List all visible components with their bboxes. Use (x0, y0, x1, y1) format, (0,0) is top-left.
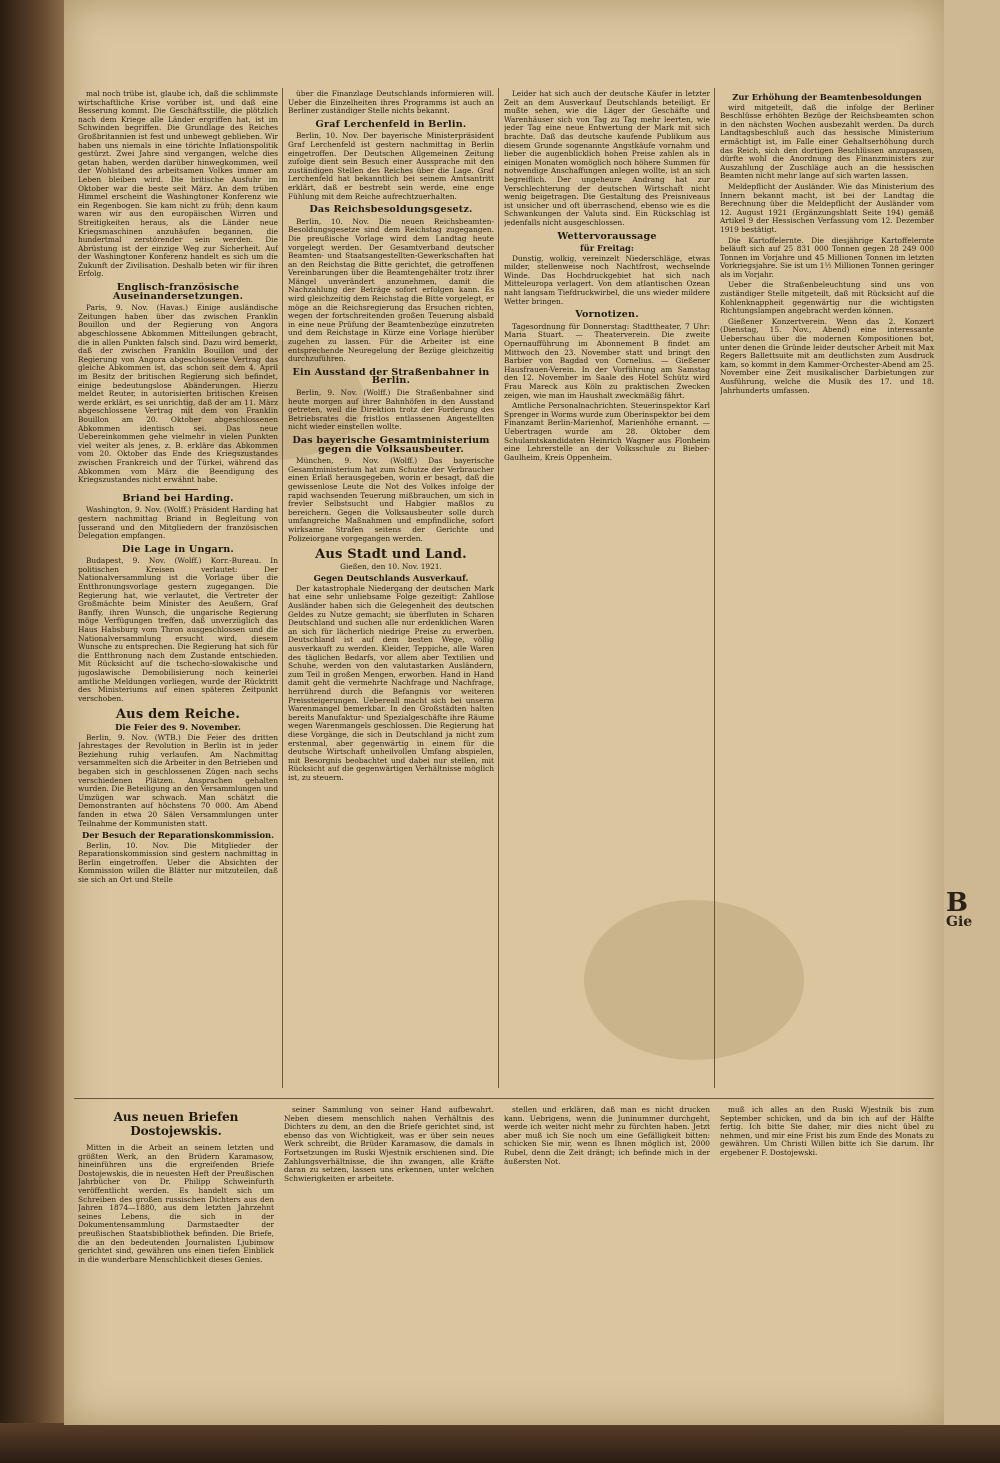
column-3 (504, 90, 710, 1090)
feuilleton-column-3 (504, 1106, 710, 1406)
headline: Wettervoraussage (557, 230, 657, 242)
article-text: Budapest, 9. Nov. (Wolff.) Korr.-Bureau. In politischen Kreisen verlautet: Der Nationalversammlung ist die Vorlage über die Entthronungsvorlage gestern zugegangen. Die Regierung hat, wie verlautet, die Vertreter der Großmächte beim Minister des Aeußern, Graf Banffy, ihren Wunsch, die ungarische Regierung möge Verfügungen treffen, daß unverzüglich das Haus Habsburg vom Thron ausgeschlossen und die Nationalversammlung ersucht wird, diesem Wunsche zu entsprechen. Die Regierung hat sich für die Entthronung nach dem Zustande entschieden. Mit Rücksicht auf die tschecho-slowakische und jugoslawische Demobilisierung noch keinerlei amtliche Meldungen vorliegen, wurde der Rücktritt des Ministeriums auf einen späteren Zeitpunkt verschoben. (78, 556, 278, 703)
feuilleton-column-4 (720, 1106, 934, 1406)
headline: Das Reichsbesoldungsgesetz. (309, 204, 473, 216)
feuilleton-title: Aus neuen Briefen Dostojewskis. (113, 1110, 239, 1138)
article-text: München, 9. Nov. (Wolff.) Das bayerische Gesamtministerium hat zum Schutze der Verbraucher einen Erlaß herausgegeben, worin er besagt, daß die gewissenlose Leute die Not des Volkes infolge der rapid wachsenden Teuerung mißbrauchen, um sich in frevler Selbstsucht und Habgier maßlos zu bereichern. Gegen die Volksausbeuter solle durch umfangreiche Maßnahmen und empfindliche, sofort wirksame Strafen seitens der Gerichte und Polizeiorgane vorgegangen werden. (288, 456, 494, 543)
article-text: Amtliche Personalnachrichten. Steuerinspektor Karl Sprenger in Worms wurde zum Oberinspektor bei dem Finanzamt Berlin-Marienhof, Marienhöhe ernannt. — Uebertragen wurde am 28. Oktober dem Schulamtskandidaten Heinrich Wagner aus Flonheim eine Lehrerstelle an der Volksschule zu Bieber-Gaulheim, Kreis Oppenheim. (504, 401, 710, 462)
newspaper-page (64, 0, 944, 1425)
section-headline: Aus Stadt und Land. (315, 547, 467, 563)
article-text: über die Finanzlage Deutschlands informieren will. Ueber die Einzelheiten ihres Programms ist auch an Berliner zuständiger Stelle nichts bekannt. (288, 90, 494, 116)
article-text: Berlin, 9. Nov. (Wolff.) Die Straßenbahner sind heute morgen auf ihrer Bahnhöfen in den Ausstand getreten, weil die Direktion trotz der Forderung des Betriebsrates die fristlos entlassenen Angestellten nicht wieder einstellen wollte. (288, 388, 494, 432)
column-1 (78, 90, 278, 1090)
article-text: wird mitgeteilt, daß die infolge der Berliner Beschlüsse erhöhten Bezüge der Reichsbeamten schon in den nächsten Wochen ausbezahlt werden. Da durch Landtagsbeschluß auch das hessische Ministerium ermächtigt ist, im Falle einer Gehaltserhöhung durch das Reich, sich den dortigen Beschlüssen anzupassen, dürfte wohl die Anordnung des Finanzministers zur Auszahlung der Zuschläge auch an die hessischen Beamten nicht mehr lange auf sich warten lassen. (720, 102, 934, 181)
subheadline: Der Besuch der Reparationskommission. (81, 830, 275, 841)
article-text: Leider hat sich auch der deutsche Käufer in letzter Zeit an dem Ausverkauf Deutschlands beteiligt. Er mußte sehen, wie die Läger der Geschäfte und Warenhäuser sich von Tag zu Tag mehr leerten, wie jeder Tag eine neue Entwertung der Mark mit sich brachte. Daß das deutsche kaufende Publikum aus diesem Grunde sogenannte Angstkäufe vornahm und lieber die augenblicklich hohen Preise zahlen als in einigen Monaten womöglich noch höhere Summen für notwendige Anschaffungen anlegen wollte, ist an sich begreiflich. Der ungeheure Andrang hat zur Verschlechterung der deutschen Wirtschaft nicht wenig beigetragen. Die Gestaltung des Preisniveaus ist unsicher und oft überraschend, ebenso wie es die Schwankungen der Valuta sind. Ein Rückschlag ist jedenfalls nicht ausgeschlossen. (504, 90, 710, 227)
column-rule (282, 88, 283, 1088)
subheadline: Zur Erhöhung der Beamtenbesoldungen (732, 92, 922, 102)
feuilleton-column-2 (284, 1106, 494, 1406)
headline: Die Lage in Ungarn. (122, 543, 234, 555)
subheadline: Die Feier des 9. November. (115, 721, 241, 732)
column-rule (498, 88, 499, 1088)
article-text: stellen und erklären, daß man es nicht drucken kann. Uebrigens, wenn die Juninummer durchgeht, werde ich weiter nicht mehr zu fürchten haben. Jetzt aber muß ich Sie noch um eine Gefälligkeit bitten: schicken Sie mir, wenn es Ihnen möglich ist, 2000 Rubel, denn die Zeit drängt; ich befinde mich in der äußersten Not. (504, 1106, 710, 1166)
article-text: Berlin, 10. Nov. Die Mitglieder der Reparationskommission sind gestern nachmittag in Berlin eingetroffen. Ueber die Absichten der Kommission willen die Blätter nur mitzuteilen, daß sie sich an Ort und Stelle (78, 840, 278, 885)
article-text: Die Kartoffelernte. Die diesjährige Kartoffelernte beläuft sich auf 25 831 000 Tonnen gegen 28 249 000 Tonnen im Vorjahre und 45 Millionen Tonnen im letzten Vorkriegsjahre. Sie ist um 1½ Millionen Tonnen geringer als im Vorjahr. (720, 235, 934, 279)
adjacent-page-letter: B (946, 888, 968, 918)
article-text: muß ich alles an den Ruski Wjestnik bis zum September schicken, und da bin ich auf der Hälfte fertig. Ich bitte Sie daher, mir dies nicht übel zu nehmen, und mir eine Frist bis zum Ende des Monats zu gewähren. Um Christi Willen bitte ich Sie darum. Ihr ergebener F. Dostojewski. (720, 1106, 934, 1157)
headline: Englisch-französische Auseinandersetzungen. (112, 282, 244, 302)
section-rule (74, 1098, 934, 1099)
dateline: Gießen, den 10. Nov. 1921. (340, 561, 442, 571)
article-text: Dunstig, wolkig, vereinzelt Niederschläge, etwas milder, stellenweise noch Nachtfrost, wechselnde Winde. Das Hochdruckgebiet hat sich nach Mitteleuropa verlagert. Von dem atlantischen Ozean naht langsam Tiefdruckwirbel, die uns wieder mildere Wetter bringen. (504, 253, 710, 306)
article-text: Gießener Konzertverein. Wenn das 2. Konzert (Dienstag, 15. Nov., Abend) eine interessante Ueberschau über die modernen Kompositionen bot, unter denen die Gründe leider deutscher Arbeit mit Max Regers Ballettsuite mit am deutlichsten zum Ausdruck kam, so kommt in dem Kammer-Orchester-Abend am 25. November eine Zeit musikalischer Darbietungen zur Ausführung, welche die Musik des 17. und 18. Jahrhunderts umfassen. (720, 316, 934, 395)
subheadline: Gegen Deutschlands Ausverkauf. (313, 573, 469, 584)
article-text: seiner Sammlung von seiner Hand aufbewahrt. Neben diesem menschlich nahen Verhältnis des Dichters zu dem, an den die Briefe gerichtet sind, ist ebenso das von Wichtigkeit, was er über sein neues Werk schreibt, die Brüder Karamasow, die damals in Fortsetzungen im Ruski Wjestnik erschienen sind. Die Zahlungsverhältnisse, die ihn zwangen, alle Kräfte daran zu setzen, lassen uns erkennen, unter welchen Schwierigkeiten er arbeitete. (284, 1106, 494, 1183)
subheadline: für Freitag: (580, 243, 634, 254)
column-rule (714, 88, 715, 1088)
headline: Briand bei Harding. (122, 492, 234, 504)
article-text: Tagesordnung für Donnerstag: Stadttheater, 7 Uhr: Maria Stuart. — Theaterverein. Die zweite Opernaufführung im Abonnement B findet am Mittwoch den 23. November statt und bringt den Barbier von Bagdad von Cornelius. — Gießener Hausfrauen-Verein. In der Vorführung am Samstag den 12. November im Saale des Hotel Schütz wird Frau Mareck aus Köln zu praktischen Zwecken zeigen, wie man im Haushalt zweckmäßig fährt. (504, 321, 710, 400)
article-text: Meldepflicht der Ausländer. Wie das Ministerium des Innern bekannt macht, ist bei der Landtag die Berechnung über die Meldepflicht der Ausländer vom 12. August 1921 (Ergänzungsblatt Seite 194) gemäß Artikel 9 der Hessischen Verfassung vom 12. Dezember 1919 bestätigt. (720, 181, 934, 234)
headline: Das bayerische Gesamtministerium gegen die Volksausbeuter. (292, 434, 490, 455)
feuilleton-column-1 (78, 1106, 274, 1406)
adjacent-page-strip (944, 0, 1000, 1425)
scan-border-left (0, 0, 64, 1463)
scan-border-bottom (0, 1423, 1000, 1463)
article-text: Berlin, 9. Nov. (WTB.) Die Feier des dritten Jahrestages der Revolution in Berlin ist in jeder Beziehung ruhig verlaufen. Am Nachmittag versammelten sich die Arbeiter in den Betrieben und begaben sich in geschlossenen Zügen nach sechs verschiedenen Plätzen. Ansprachen gehalten wurden. Die Beteiligung an den Versammlungen und Umzügen war schwach. Man schätzt die Demonstranten auf höchstens 70 000. Am Abend fanden in etwa 20 Sälen Versammlungen unter Teilnahme der Kommunisten statt. (78, 732, 278, 828)
column-4 (720, 90, 934, 1090)
adjacent-page-fragment: Gie (946, 914, 973, 930)
article-text: Berlin, 10. Nov. Der bayerische Ministerpräsident Graf Lerchenfeld ist gestern nachmittag in Berlin eingetroffen. Der Deutschen Allgemeinen Zeitung zufolge dient sein Besuch einer Aussprache mit den zuständigen Stellen des Reiches über die Lage. Graf Lerchenfeld hat bekanntlich bei seinem Amtsantritt erklärt, daß er bestrebt sein werde, eine enge Fühlung mit dem Reiche aufrechtzuerhalten. (288, 131, 494, 201)
headline: Vornotizen. (575, 309, 639, 321)
article-text: Paris, 9. Nov. (Havas.) Einige ausländische Zeitungen haben über das zwischen Franklin Bouillon und der Regierung von Angora abgeschlossene Abkommen Mitteilungen gebracht, die in allen Punkten falsch sind. Dazu wird bemerkt, daß der zwischen Franklin Bouillon und der Regierung von Angora abgeschlossene Vertrag das gleiche Abkommen ist, das schon seit dem 4. April im Besitz der britischen Regierung sich befindet, einige bedeutungslose Abänderungen. Hierzu meldet Reuter, in autorisierten britischen Kreisen werde erklärt, es sei unrichtig, daß der am 11. März abgeschlossene Vertrag mit dem von Franklin Bouillon am 20. Oktober abgeschlossenen Abkommen identisch sei. Das neue Uebereinkommen gehe vielmehr in vielen Punkten viel weiter als jenes, z. B. erkläre das Abkommen vom 20. Oktober das Ende des Kriegszustandes zwischen Frankreich und der Türkei, während das Abkommen vom März die Beendigung des Kriegszustandes nicht erwähnt habe. (78, 303, 278, 485)
headline: Ein Ausstand der Straßenbahner in Berlin. (292, 366, 490, 387)
article-text: Der katastrophale Niedergang der deutschen Mark hat eine sehr unliebsame Folge gezeitigt: Zahllose Ausländer haben sich die Gelegenheit des deutschen Geldes zu Nutze gemacht; sie überfluten in Scharen Deutschland und suchen alle nur erdenklichen Waren an sich für lächerlich niedrige Preise zu erwerben. Deutschland ist auf dem besten Wege, völlig ausverkauft zu werden. Kleider, Teppiche, alle Waren des täglichen Bedarfs, vor allem aber Textilien und Schuhe, werden von den valutastarken Ausländern, zum Teil in großen Mengen, erworben. Hand in Hand damit geht die vermehrte Nachfrage und Nachfrage, herrührend durch die Befangnis vor weiteren Preissteigerungen. Uebereall macht sich bei unserm Warenmangel bemerkbar. In den Großstädten halten bereits Manufaktur- und Spezialgeschäfte ihre Räume wegen Warenmangels geschlossen. Die Regierung hat diese Vorgänge, die sich in Deutschland ja nicht zum erstenmal, aber gegenwärtig in einem für die deutsche Wirtschaft unheilvollen Umfang abspielen, mit Besorgnis beobachtet und dabei nur stellen, mit Rücksicht auf die gegenwärtigen Verhältnisse möglich ist, zu steuern. (288, 583, 494, 782)
article-text: Washington, 9. Nov. (Wolff.) Präsident Harding hat gestern nachmittag Briand in Begleitung von Jusserand und den Mitgliedern der französischen Delegation empfangen. (78, 505, 278, 541)
separator (158, 489, 198, 490)
headline: Graf Lerchenfeld in Berlin. (315, 118, 467, 130)
article-text: mal noch trübe ist, glaube ich, daß die schlimmste wirtschaftliche Krise vorüber ist, und daß eine Besserung kommt. Die Geschäftsstille, die plötzlich nach dem Kriege alle Länder ergriffen hat, ist im Schwinden begriffen. Die Grundlage des Reiches Großbritannien ist fest und unbewegt geblieben. Wir haben uns niemals in eine törichte Inflationspolitik gestürzt. Zwei Jahre sind vergangen, welche dies getan haben, werden darüber hinwegkommen, weil der Wohlstand des arbeitsamen Volkes immer am Leben bleiben wird. Die britische Ausfuhr im Oktober war die beste seit März. An dem trüben Himmel erscheint die Washingtoner Konferenz wie ein Regenbogen. Sie kam nicht zu früh; denn kaum waren wir aus den europäischen Wirren und Streitigkeiten heraus, als die Länder neue Kriegsmaschinen anzuhäufen begannen, die hundertmal zerstörender sein werden. Die Abrüstung ist der einzige Weg zur Sicherheit. Auf der Washingtoner Konferenz handelt es sich um die Zukunft der Zivilisation. Deshalb beten wir für ihren Erfolg. (78, 90, 278, 279)
article-text: Mitten in die Arbeit an seinem letzten und größten Werk, an den Brüdern Karamasow, hineinführen uns die ergreifenden Briefe Dostojewskis, die in neuesten Heft der Preußischen Jahrbücher von Dr. Philipp Schweinfurth veröffentlicht werden. Es handelt sich um Schreiben des großen russischen Dichters aus den Jahren 1874—1880, aus dem letzten Jahrzehnt seines Lebens, die sich in der Dokumentensammlung Darmstaedter der preußischen Staatsbibliothek befinden. Die Briefe, die an den bedeutenden Journalisten Ljubimow gerichtet sind, gewähren uns einen tiefen Einblick in die wunderbare Menschlichkeit dieses Genies. (78, 1143, 274, 1264)
article-text: Ueber die Straßenbeleuchtung sind uns von zuständiger Stelle mitgeteilt, daß mit Rücksicht auf die Kohlenknappheit gegenwärtig nur die wichtigsten Richtungslampen angebracht werden können. (720, 280, 934, 316)
column-2 (288, 90, 494, 1090)
section-headline: Aus dem Reiche. (115, 707, 241, 723)
article-text: Berlin, 10. Nov. Die neuen Reichsbeamten-Besoldungsgesetze sind dem Reichstag zugegangen. Die preußische Vorlage wird dem Landtag heute vorgelegt werden. Der Gesamtverband deutscher Beamten- und Staatsangestellten-Gewerkschaften hat an den Reichstag die Bitte gerichtet, die getroffenen Vereinbarungen über die Beamtengehälter trotz ihrer Mängel unverändert anzunehmen, damit die Nachzahlung der Beträge sofort erfolgen kann. Es wird gleichzeitig dem Reichstag die Bitte vorgelegt, er möge an die Reichsregierung das Ersuchen richten, wegen der fortschreitenden großen Teuerung alsbald in eine neue Prüfung der Beamtenbezüge einzutreten und dem Reichstage in Kürze eine Vorlage hierüber zugehen zu lassen. Für die Arbeiter ist eine entsprechende Neuregelung der Bezüge gleichzeitig durchzuführen. (288, 216, 494, 364)
